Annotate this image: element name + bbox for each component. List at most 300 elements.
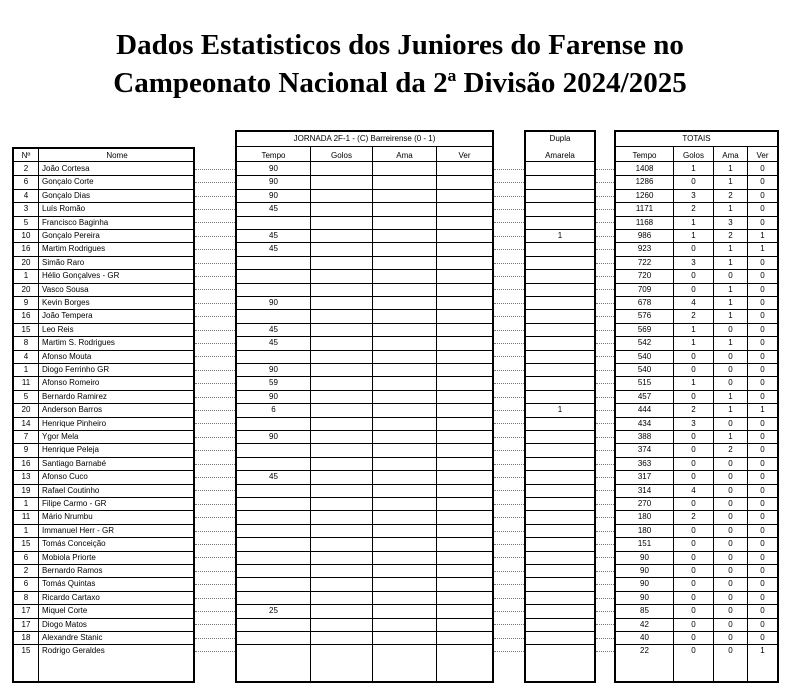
totais-golos: 0 <box>691 351 696 361</box>
row-line <box>235 631 494 632</box>
header-totais-tempo: Tempo <box>632 151 657 160</box>
row-leader-line <box>596 236 614 237</box>
totais-golos: 2 <box>691 204 696 214</box>
row-leader-line <box>596 651 614 652</box>
player-name: Rafael Coutinho <box>42 485 100 495</box>
player-number: 8 <box>23 592 29 602</box>
row-leader-line <box>494 544 524 545</box>
row-leader-line <box>195 504 235 505</box>
player-number: 17 <box>21 619 31 629</box>
totais-ama: 0 <box>728 539 733 549</box>
row-line <box>524 604 596 605</box>
totais-ama: 1 <box>728 405 733 415</box>
row-leader-line <box>596 544 614 545</box>
row-leader-line <box>494 464 524 465</box>
totais-ama: 0 <box>728 499 733 508</box>
row-line <box>235 283 494 284</box>
totais-tempo: 444 <box>637 405 652 415</box>
row-leader-line <box>195 450 235 451</box>
row-leader-line <box>195 464 235 465</box>
row-line <box>614 564 779 565</box>
row-leader-line <box>494 624 524 625</box>
totais-ver: 0 <box>760 525 765 535</box>
row-line <box>524 363 596 364</box>
row-line <box>524 551 596 552</box>
totais-golos: 3 <box>691 190 696 200</box>
row-leader-line <box>596 196 614 197</box>
totais-ama: 0 <box>728 619 733 629</box>
dupla-amarela: 1 <box>557 231 563 240</box>
totais-ama: 0 <box>728 378 733 388</box>
totais-ama: 1 <box>728 204 733 214</box>
player-number: 16 <box>21 458 31 468</box>
row-leader-line <box>596 356 614 357</box>
row-line <box>524 443 596 444</box>
header-jornada-ver: Ver <box>458 151 471 160</box>
row-line <box>235 484 494 485</box>
totais-golos: 0 <box>691 445 696 455</box>
totais-tempo: 1408 <box>635 164 654 173</box>
player-number: 4 <box>23 190 29 200</box>
header-jornada-ama: Ama <box>396 151 413 160</box>
totais-golos: 0 <box>691 579 696 589</box>
totais-golos: 1 <box>691 231 696 240</box>
row-leader-line <box>494 397 524 398</box>
player-number: 2 <box>23 164 29 173</box>
row-leader-line <box>494 330 524 331</box>
totais-ver: 0 <box>760 257 765 267</box>
player-name: João Cortesa <box>42 164 90 173</box>
row-leader-line <box>195 423 235 424</box>
row-leader-line <box>494 236 524 237</box>
totais-golos: 0 <box>691 365 696 374</box>
player-number: 11 <box>21 512 31 522</box>
player-number: 5 <box>23 217 29 227</box>
player-number: 20 <box>21 257 31 267</box>
totais-tempo: 90 <box>640 552 649 562</box>
row-leader-line <box>195 316 235 317</box>
totais-ver: 0 <box>760 472 765 482</box>
totais-tempo: 1168 <box>635 217 654 227</box>
row-leader-line <box>195 397 235 398</box>
player-name: Tomás Conceição <box>42 539 106 549</box>
row-leader-line <box>195 289 235 290</box>
row-leader-line <box>596 222 614 223</box>
row-line <box>12 202 195 203</box>
row-line <box>614 430 779 431</box>
player-name: Anderson Barros <box>42 405 103 415</box>
row-line <box>235 497 494 498</box>
row-leader-line <box>494 490 524 491</box>
totais-ver: 0 <box>760 592 765 602</box>
row-line <box>235 510 494 511</box>
totais-tempo: 90 <box>640 579 649 589</box>
header-totais: TOTAIS <box>682 134 711 143</box>
player-number: 6 <box>23 177 29 187</box>
row-leader-line <box>195 182 235 183</box>
row-line <box>524 524 596 525</box>
totais-golos: 0 <box>691 566 696 575</box>
player-name: Simão Raro <box>42 257 85 267</box>
totais-tempo: 923 <box>637 244 652 254</box>
totais-tempo: 540 <box>637 365 652 374</box>
totais-ama: 1 <box>728 284 733 294</box>
jornada-tempo: 90 <box>269 391 278 401</box>
jornada-tempo: 59 <box>269 378 278 388</box>
row-line <box>614 631 779 632</box>
player-name: Ricardo Cartaxo <box>42 592 100 602</box>
row-line <box>235 457 494 458</box>
row-line <box>524 618 596 619</box>
row-leader-line <box>494 356 524 357</box>
row-leader-line <box>195 517 235 518</box>
jornada-tempo: 90 <box>269 298 278 307</box>
header-dupla-line-1: Dupla <box>549 134 571 143</box>
totais-ver: 0 <box>760 365 765 374</box>
totais-ama: 0 <box>728 458 733 468</box>
row-leader-line <box>596 437 614 438</box>
totais-tempo: 540 <box>637 351 652 361</box>
player-name: Luís Romão <box>42 204 86 214</box>
player-name: Bernardo Ramirez <box>42 391 107 401</box>
totais-tempo: 85 <box>640 606 649 616</box>
row-leader-line <box>596 330 614 331</box>
totais-ver: 0 <box>760 552 765 562</box>
totais-golos: 0 <box>691 432 696 441</box>
row-leader-line <box>494 196 524 197</box>
row-leader-line <box>596 303 614 304</box>
player-name: Martim S. Rodrigues <box>42 338 115 348</box>
player-number: 10 <box>21 231 31 240</box>
player-name: Afonso Romeiro <box>42 378 100 388</box>
totais-ver: 0 <box>760 566 765 575</box>
totais-ver: 0 <box>760 204 765 214</box>
row-line <box>12 497 195 498</box>
totais-ama: 0 <box>728 646 733 656</box>
totais-tempo: 709 <box>637 284 652 294</box>
row-leader-line <box>195 584 235 585</box>
totais-golos: 0 <box>691 284 696 294</box>
totais-ama: 3 <box>728 217 733 227</box>
row-line <box>12 577 195 578</box>
row-leader-line <box>195 490 235 491</box>
totais-golos: 2 <box>691 405 696 415</box>
row-leader-line <box>494 517 524 518</box>
row-line <box>524 216 596 217</box>
player-number: 1 <box>23 271 29 281</box>
player-number: 15 <box>21 324 31 334</box>
player-number: 11 <box>21 378 31 388</box>
totais-ama: 0 <box>728 418 733 428</box>
row-line <box>524 631 596 632</box>
header-dupla-line-2: Amarela <box>545 151 575 160</box>
player-name: Francisco Baginha <box>42 217 109 227</box>
player-name: Diogo Ferrinho GR <box>42 365 110 374</box>
player-name: Bernardo Ramos <box>42 566 103 575</box>
row-leader-line <box>494 276 524 277</box>
player-name: Miquel Corte <box>42 606 88 616</box>
totais-tempo: 90 <box>640 592 649 602</box>
player-number: 17 <box>21 606 31 616</box>
header-separator-line <box>524 161 596 162</box>
totais-tempo: 515 <box>637 378 652 388</box>
totais-ver: 1 <box>760 405 765 415</box>
row-line <box>12 175 195 176</box>
row-line <box>235 242 494 243</box>
row-line <box>524 537 596 538</box>
totais-ver: 0 <box>760 324 765 334</box>
totais-ver: 0 <box>760 499 765 508</box>
row-line <box>524 417 596 418</box>
row-leader-line <box>596 182 614 183</box>
row-line <box>524 591 596 592</box>
header-totais-ver: Ver <box>756 151 769 160</box>
player-name: Tomás Quintas <box>42 579 96 589</box>
row-leader-line <box>494 638 524 639</box>
header-totais-ama: Ama <box>722 151 739 160</box>
row-line <box>12 296 195 297</box>
totais-ama: 0 <box>728 592 733 602</box>
row-line <box>12 564 195 565</box>
row-leader-line <box>494 571 524 572</box>
totais-tempo: 542 <box>637 338 652 348</box>
totais-tempo: 576 <box>637 311 652 321</box>
totais-golos: 0 <box>691 472 696 482</box>
row-leader-line <box>494 169 524 170</box>
player-number: 20 <box>21 405 31 415</box>
totais-ver: 0 <box>760 539 765 549</box>
row-leader-line <box>494 557 524 558</box>
player-name: Afonso Mouta <box>42 351 92 361</box>
player-name: João Tempera <box>42 311 93 321</box>
header-separator-line <box>235 161 494 162</box>
totais-golos: 0 <box>691 177 696 187</box>
row-line <box>235 564 494 565</box>
row-leader-line <box>494 303 524 304</box>
totais-golos: 0 <box>691 646 696 656</box>
row-leader-line <box>596 343 614 344</box>
totais-tempo: 317 <box>637 472 652 482</box>
player-name: Hélio Gonçalves - GR <box>42 271 120 281</box>
totais-ama: 1 <box>728 298 733 307</box>
jornada-tempo: 90 <box>269 432 278 441</box>
jornada-tempo: 90 <box>269 177 278 187</box>
row-line <box>524 242 596 243</box>
player-number: 9 <box>23 445 29 455</box>
row-leader-line <box>494 289 524 290</box>
totais-tempo: 569 <box>637 324 652 334</box>
row-leader-line <box>596 598 614 599</box>
player-name: Kevin Borges <box>42 298 90 307</box>
row-leader-line <box>195 263 235 264</box>
totais-ver: 1 <box>760 646 765 656</box>
jornada-tempo: 90 <box>269 365 278 374</box>
row-line <box>235 551 494 552</box>
totais-tempo: 22 <box>640 646 649 656</box>
totais-tempo: 434 <box>637 418 652 428</box>
row-line <box>235 363 494 364</box>
totais-tempo: 388 <box>637 432 652 441</box>
totais-ama: 1 <box>728 177 733 187</box>
totais-tempo: 374 <box>637 445 652 455</box>
totais-tempo: 363 <box>637 458 652 468</box>
totais-tempo: 42 <box>640 619 649 629</box>
row-leader-line <box>596 289 614 290</box>
row-leader-line <box>494 477 524 478</box>
totais-ver: 0 <box>760 190 765 200</box>
totais-ama: 1 <box>728 164 733 173</box>
row-line <box>235 376 494 377</box>
totais-golos: 0 <box>691 606 696 616</box>
player-number: 1 <box>23 525 29 535</box>
row-line <box>614 497 779 498</box>
row-leader-line <box>596 584 614 585</box>
header-jornada-golos: Golos <box>331 151 352 160</box>
totais-ama: 0 <box>728 485 733 495</box>
totais-golos: 0 <box>691 525 696 535</box>
row-line <box>524 189 596 190</box>
totais-tempo: 722 <box>637 257 652 267</box>
player-number: 18 <box>21 633 31 642</box>
totais-ama: 2 <box>728 190 733 200</box>
totais-ver: 0 <box>760 391 765 401</box>
totais-ama: 1 <box>728 311 733 321</box>
totais-tempo: 1171 <box>635 204 654 214</box>
totais-golos: 1 <box>691 164 696 173</box>
row-leader-line <box>596 410 614 411</box>
player-name: Gonçalo Pereira <box>42 231 100 240</box>
row-line <box>524 323 596 324</box>
row-leader-line <box>494 410 524 411</box>
row-line <box>12 510 195 511</box>
totais-ama: 0 <box>728 472 733 482</box>
row-leader-line <box>596 504 614 505</box>
totais-tempo: 1260 <box>635 190 654 200</box>
totais-ver: 0 <box>760 164 765 173</box>
totais-golos: 0 <box>691 552 696 562</box>
row-leader-line <box>596 423 614 424</box>
header-separator-line <box>12 161 195 162</box>
row-leader-line <box>596 450 614 451</box>
row-leader-line <box>494 437 524 438</box>
row-line <box>12 229 195 230</box>
row-leader-line <box>494 182 524 183</box>
player-name: Filipe Carmo - GR <box>42 499 107 508</box>
totais-ama: 0 <box>728 365 733 374</box>
row-leader-line <box>596 624 614 625</box>
header-jornada-tempo: Tempo <box>261 151 286 160</box>
player-name: Ygor Mela <box>42 432 79 441</box>
totais-golos: 2 <box>691 512 696 522</box>
row-line <box>524 376 596 377</box>
jornada-tempo: 6 <box>271 405 276 415</box>
player-number: 1 <box>23 365 29 374</box>
jornada-tempo: 45 <box>269 244 278 254</box>
player-name: Mário Nrumbu <box>42 512 93 522</box>
player-name: Afonso Cuco <box>42 472 88 482</box>
player-name: Santiago Barnabé <box>42 458 107 468</box>
row-leader-line <box>596 464 614 465</box>
row-line <box>12 242 195 243</box>
player-name: Henrique Peleja <box>42 445 99 455</box>
row-line <box>614 376 779 377</box>
row-line <box>524 256 596 257</box>
totais-golos: 1 <box>691 217 696 227</box>
totais-ama: 0 <box>728 512 733 522</box>
row-leader-line <box>494 222 524 223</box>
player-number: 2 <box>23 566 29 575</box>
row-line <box>614 269 779 270</box>
row-line <box>614 296 779 297</box>
row-leader-line <box>195 330 235 331</box>
row-leader-line <box>195 343 235 344</box>
player-number: 1 <box>23 499 29 508</box>
row-line <box>614 470 779 471</box>
row-leader-line <box>494 249 524 250</box>
row-line <box>524 457 596 458</box>
totais-tempo: 90 <box>640 566 649 575</box>
totais-ama: 0 <box>728 633 733 642</box>
totais-ver: 0 <box>760 378 765 388</box>
row-line <box>235 524 494 525</box>
header-totais-golos: Golos <box>683 151 704 160</box>
header-separator-line <box>614 161 779 162</box>
player-number: 6 <box>23 552 29 562</box>
totais-tempo: 151 <box>637 539 652 549</box>
totais-ama: 1 <box>728 338 733 348</box>
row-line <box>524 229 596 230</box>
totais-golos: 0 <box>691 271 696 281</box>
row-line <box>524 296 596 297</box>
totais-ama: 1 <box>728 257 733 267</box>
row-line <box>235 417 494 418</box>
player-name: Immanuel Herr - GR <box>42 525 115 535</box>
row-leader-line <box>596 209 614 210</box>
totais-ama: 0 <box>728 579 733 589</box>
header-name: Nome <box>106 151 128 160</box>
row-line <box>235 591 494 592</box>
player-number: 6 <box>23 579 29 589</box>
row-leader-line <box>195 477 235 478</box>
row-leader-line <box>494 383 524 384</box>
row-line <box>235 443 494 444</box>
title-line-1: Dados Estatisticos dos Juniores do Farense no <box>116 29 684 61</box>
totais-ver: 0 <box>760 432 765 441</box>
player-name: Gonçalo Corte <box>42 177 94 187</box>
totais-ver: 0 <box>760 512 765 522</box>
row-line <box>614 175 779 176</box>
row-line <box>614 510 779 511</box>
row-line <box>614 537 779 538</box>
row-line <box>12 644 195 645</box>
row-line <box>614 577 779 578</box>
player-number: 19 <box>21 485 31 495</box>
row-line <box>614 443 779 444</box>
row-line <box>12 336 195 337</box>
row-line <box>235 577 494 578</box>
row-leader-line <box>195 356 235 357</box>
row-leader-line <box>195 196 235 197</box>
row-line <box>12 470 195 471</box>
player-name: Henrique Pinheiro <box>42 418 107 428</box>
player-number: 5 <box>23 391 29 401</box>
row-line <box>235 202 494 203</box>
jornada-tempo: 45 <box>269 231 278 240</box>
row-leader-line <box>195 169 235 170</box>
player-number: 20 <box>21 284 31 294</box>
player-number: 8 <box>23 338 29 348</box>
row-leader-line <box>195 651 235 652</box>
